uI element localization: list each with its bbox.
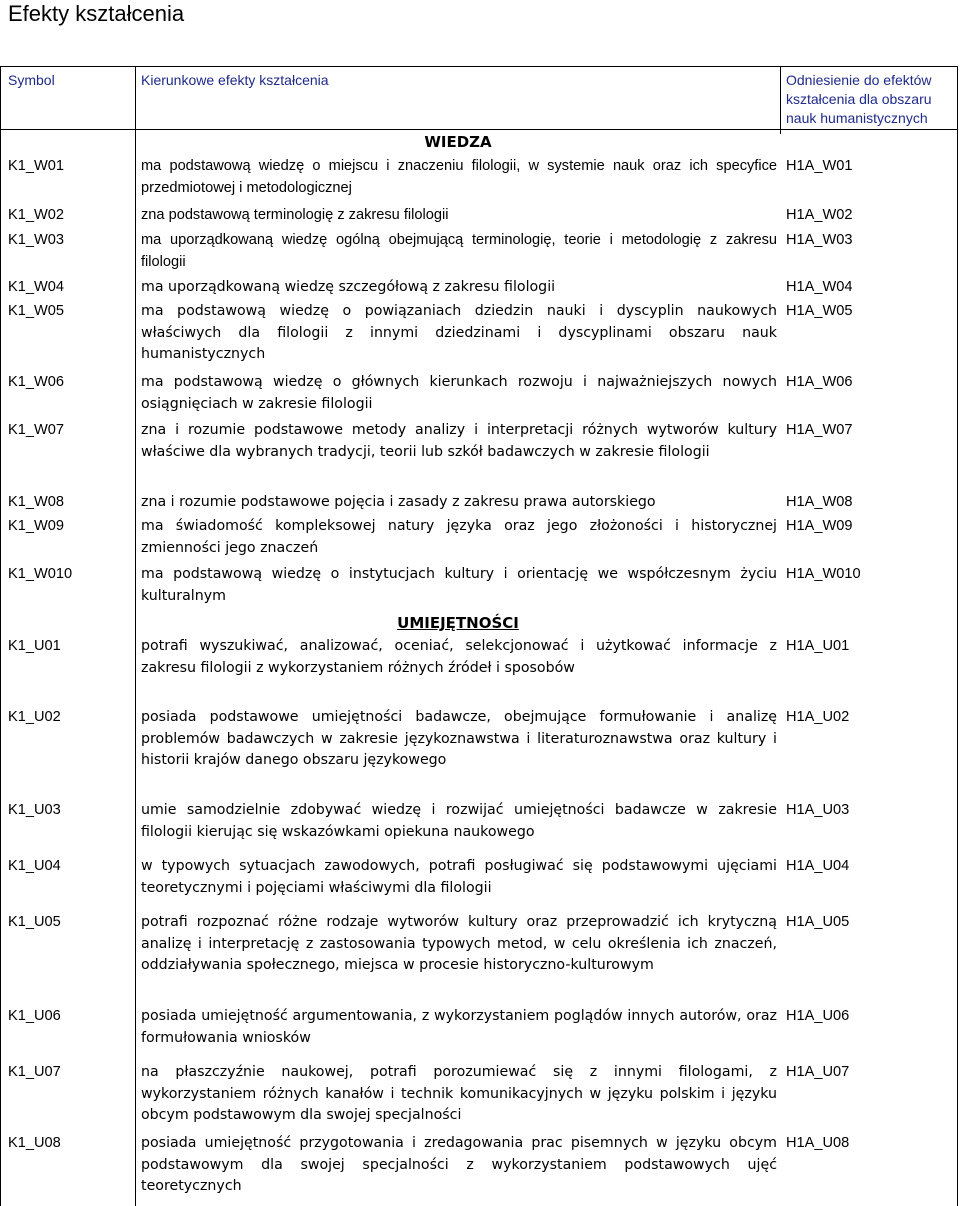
row-description: ma świadomość kompleksowej natury języka oraz jego złożoności i historycznej zmienności jego znaczeń (141, 518, 777, 556)
row-description: ma uporządkowaną wiedzę ogólną obejmującą terminologię, teorie i metodologię z zakresu filologii (141, 232, 777, 270)
row-reference: H1A_W04 (786, 279, 853, 295)
header-reference: Odniesienie do efektów kształcenia dla obszaru nauk humanistycznych (786, 72, 932, 126)
row-reference: H1A_W06 (786, 374, 853, 390)
row-description: zna podstawową terminologię z zakresu filologii (141, 207, 449, 223)
row-symbol: K1_U03 (8, 802, 61, 818)
row-reference: H1A_U03 (786, 802, 850, 818)
row-reference: H1A_W02 (786, 207, 853, 223)
row-description: ma podstawową wiedzę o instytucjach kultury i orientację we współczesnym życiu kulturalnym (141, 566, 777, 604)
row-reference: H1A_U08 (786, 1135, 850, 1151)
row-symbol: K1_W04 (8, 279, 64, 295)
row-reference: H1A_U07 (786, 1064, 850, 1080)
section-heading-umiejetnosci: UMIEJĘTNOŚCI (397, 614, 519, 632)
row-symbol: K1_U05 (8, 914, 61, 930)
row-reference: H1A_W09 (786, 518, 853, 534)
row-symbol: K1_U08 (8, 1135, 61, 1151)
row-symbol: K1_W02 (8, 207, 64, 223)
row-description: umie samodzielnie zdobywać wiedzę i rozwijać umiejętności badawcze w zakresie filologii kierując się wskazówkami opiekuna naukowego (141, 802, 777, 840)
row-symbol: K1_W05 (8, 303, 64, 319)
row-description: posiada umiejętność argumentowania, z wykorzystaniem poglądów innych autorów, oraz formułowania wniosków (141, 1008, 777, 1046)
row-symbol: K1_U02 (8, 709, 61, 725)
page-title: Efekty kształcenia (8, 1, 185, 26)
header-symbol: Symbol (8, 72, 55, 88)
row-description: w typowych sytuacjach zawodowych, potrafi posługiwać się podstawowymi ujęciami teoretycznymi i pojęciami właściwymi dla filologii (141, 858, 777, 896)
row-symbol: K1_U01 (8, 638, 61, 654)
column-separator-right (780, 66, 781, 134)
row-description: posiada podstawowe umiejętności badawcze, obejmujące formułowanie i analizę problemów badawczych w zakresie językoznawstwa i literaturoznawstwa oraz kultury i historii krajów danego obszaru językowego (141, 709, 777, 768)
section-heading-wiedza: WIEDZA (424, 133, 492, 151)
header-divider (1, 129, 957, 130)
row-description: potrafi wyszukiwać, analizować, oceniać, selekcjonować i użytkować informacje z zakresu filologii z wykorzystaniem różnych źródeł i sposobów (141, 638, 777, 676)
row-description: posiada umiejętność przygotowania i zredagowania prac pisemnych w języku obcym podstawowym dla swojej specjalności z wykorzystaniem podstawowych ujęć teoretycznych (141, 1135, 777, 1194)
row-symbol: K1_W06 (8, 374, 64, 390)
row-description: zna i rozumie podstawowe pojęcia i zasady z zakresu prawa autorskiego (141, 494, 656, 510)
row-description: na płaszczyźnie naukowej, potrafi porozumiewać się z innymi filologami, z wykorzystaniem różnych kanałów i technik komunikacyjnych w języku polskim i języku obcym podstawowym dla swojej specjalności (141, 1064, 777, 1123)
row-description: ma podstawową wiedzę o powiązaniach dziedzin nauki i dyscyplin naukowych właściwych dla filologii z innymi dziedzinami i dyscyplinami obszaru nauk humanistycznych (141, 303, 777, 362)
row-symbol: K1_W08 (8, 494, 64, 510)
row-symbol: K1_W07 (8, 422, 64, 438)
row-description: ma uporządkowaną wiedzę szczegółową z zakresu filologii (141, 279, 556, 295)
row-symbol: K1_W03 (8, 232, 64, 248)
row-reference: H1A_U05 (786, 914, 850, 930)
row-description: zna i rozumie podstawowe metody analizy i interpretacji różnych wytworów kultury właściwe dla wybranych tradycji, teorii lub szkół badawczych w zakresie filologii (141, 422, 777, 460)
row-reference: H1A_U04 (786, 858, 850, 874)
header-description: Kierunkowe efekty kształcenia (141, 72, 329, 88)
row-symbol: K1_U07 (8, 1064, 61, 1080)
row-reference: H1A_U02 (786, 709, 850, 725)
row-reference: H1A_U01 (786, 638, 850, 654)
row-symbol: K1_U06 (8, 1008, 61, 1024)
row-symbol: K1_W09 (8, 518, 64, 534)
row-reference: H1A_W05 (786, 303, 853, 319)
row-description: ma podstawową wiedzę o miejscu i znaczeniu filologii, w systemie nauk oraz ich specyfice przedmiotowej i metodologicznej (141, 158, 777, 196)
row-reference: H1A_W07 (786, 422, 853, 438)
column-separator-left (135, 66, 136, 1206)
row-reference: H1A_W010 (786, 566, 861, 582)
row-reference: H1A_W03 (786, 232, 853, 248)
row-description: potrafi rozpoznać różne rodzaje wytworów kultury oraz przeprowadzić ich krytyczną analizę i interpretację z zastosowania typowych metod, w celu określenia ich znaczeń, oddziaływania społecznego, miejsca w procesie historyczno-kulturowym (141, 914, 777, 973)
row-symbol: K1_U04 (8, 858, 61, 874)
row-symbol: K1_W01 (8, 158, 64, 174)
row-description: ma podstawową wiedzę o głównych kierunkach rozwoju i najważniejszych nowych osiągnięciach w zakresie filologii (141, 374, 777, 412)
row-reference: H1A_U06 (786, 1008, 850, 1024)
row-symbol: K1_W010 (8, 566, 73, 582)
row-reference: H1A_W01 (786, 158, 853, 174)
row-reference: H1A_W08 (786, 494, 853, 510)
